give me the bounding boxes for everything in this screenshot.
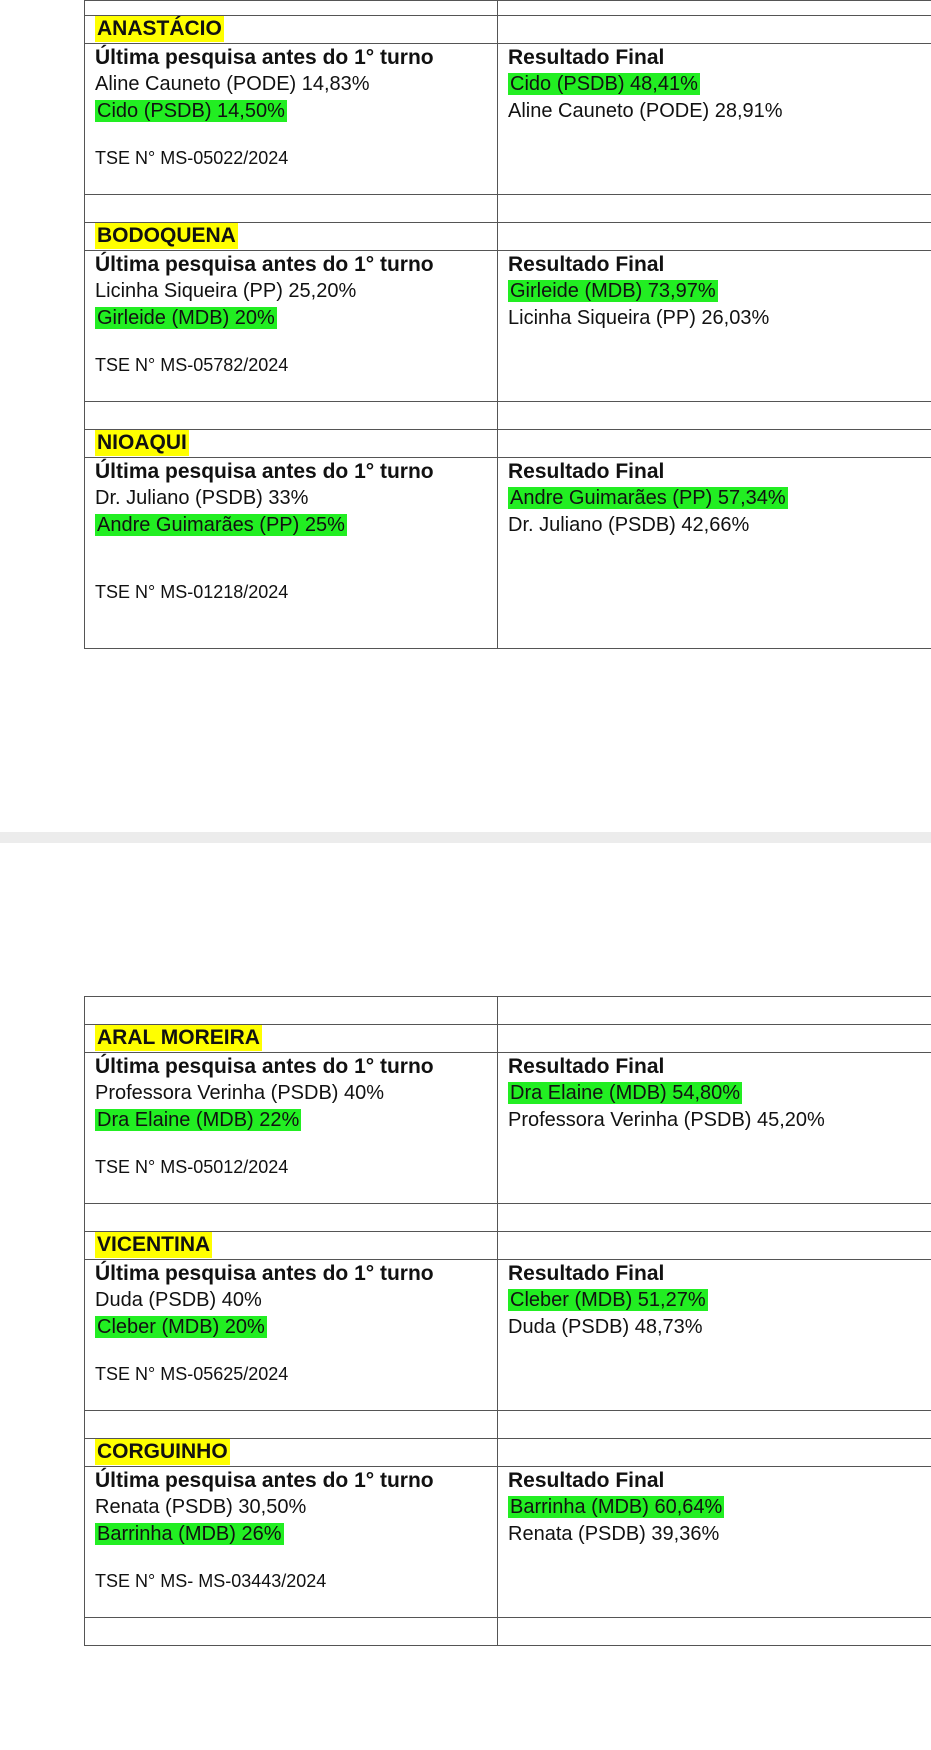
result-line-winner: Dra Elaine (MDB) 54,80% [510, 1082, 741, 1104]
result-line: Renata (PSDB) 39,36% [508, 1523, 720, 1545]
poll-block [85, 1467, 931, 1618]
poll-line: Professora Verinha (PSDB) 40% [95, 1082, 385, 1104]
city-name: ANASTÁCIO [97, 17, 222, 40]
poll-block [85, 458, 931, 649]
result-line-winner: Cido (PSDB) 48,41% [510, 73, 698, 95]
poll-line-winner: Barrinha (MDB) 26% [97, 1523, 282, 1545]
result-line-winner: Cleber (MDB) 51,27% [510, 1289, 706, 1311]
poll-line: Dr. Juliano (PSDB) 33% [95, 487, 309, 509]
result-header: Resultado Final [508, 460, 665, 483]
city-name: ARAL MOREIRA [97, 1026, 260, 1049]
result-header: Resultado Final [508, 46, 665, 69]
poll-line: Renata (PSDB) 30,50% [95, 1496, 307, 1518]
result-header: Resultado Final [508, 1469, 665, 1492]
poll-line-winner: Andre Guimarães (PP) 25% [97, 514, 345, 536]
poll-block [85, 251, 931, 402]
poll-line-winner: Dra Elaine (MDB) 22% [97, 1109, 300, 1131]
result-line: Professora Verinha (PSDB) 45,20% [508, 1109, 825, 1131]
result-header: Resultado Final [508, 253, 665, 276]
result-line: Dr. Juliano (PSDB) 42,66% [508, 514, 750, 536]
result-line: Licinha Siqueira (PP) 26,03% [508, 307, 770, 329]
tse-registration: TSE N° MS-05022/2024 [95, 148, 289, 168]
tse-registration: TSE N° MS-01218/2024 [95, 582, 289, 602]
result-header: Resultado Final [508, 1262, 665, 1285]
poll-block [85, 44, 931, 195]
city-row [85, 16, 931, 44]
poll-header: Última pesquisa antes do 1° turno [95, 1055, 434, 1078]
poll-line-winner: Cleber (MDB) 20% [97, 1316, 265, 1338]
poll-block [85, 1260, 931, 1411]
poll-header: Última pesquisa antes do 1° turno [95, 46, 434, 69]
document-page-1 [0, 0, 931, 832]
poll-line: Aline Cauneto (PODE) 14,83% [95, 73, 370, 95]
poll-line-winner: Girleide (MDB) 20% [97, 307, 275, 329]
result-line-winner: Barrinha (MDB) 60,64% [510, 1496, 723, 1518]
poll-block [85, 1053, 931, 1204]
result-line: Duda (PSDB) 48,73% [508, 1316, 703, 1338]
page-separator [0, 832, 931, 843]
poll-header: Última pesquisa antes do 1° turno [95, 1469, 434, 1492]
result-header: Resultado Final [508, 1055, 665, 1078]
poll-table-1 [84, 0, 931, 649]
city-name: CORGUINHO [97, 1440, 228, 1463]
city-name: NIOAQUI [97, 431, 187, 454]
tse-registration: TSE N° MS- MS-03443/2024 [95, 1571, 327, 1591]
poll-header: Última pesquisa antes do 1° turno [95, 253, 434, 276]
city-row [85, 1439, 931, 1467]
city-name: BODOQUENA [97, 224, 236, 247]
city-row [85, 223, 931, 251]
poll-header: Última pesquisa antes do 1° turno [95, 1262, 434, 1285]
tse-registration: TSE N° MS-05782/2024 [95, 355, 289, 375]
tse-registration: TSE N° MS-05625/2024 [95, 1364, 289, 1384]
result-line-winner: Girleide (MDB) 73,97% [510, 280, 716, 302]
city-name: VICENTINA [97, 1233, 211, 1256]
poll-header: Última pesquisa antes do 1° turno [95, 460, 434, 483]
tse-registration: TSE N° MS-05012/2024 [95, 1157, 289, 1177]
city-row [85, 1025, 931, 1053]
city-row [85, 1232, 931, 1260]
result-line-winner: Andre Guimarães (PP) 57,34% [510, 487, 786, 509]
city-row [85, 430, 931, 458]
poll-line: Licinha Siqueira (PP) 25,20% [95, 280, 357, 302]
poll-line-winner: Cido (PSDB) 14,50% [97, 100, 285, 122]
result-line: Aline Cauneto (PODE) 28,91% [508, 100, 783, 122]
poll-table-2 [84, 996, 931, 1646]
document-page-2 [0, 843, 931, 1750]
poll-line: Duda (PSDB) 40% [95, 1289, 262, 1311]
